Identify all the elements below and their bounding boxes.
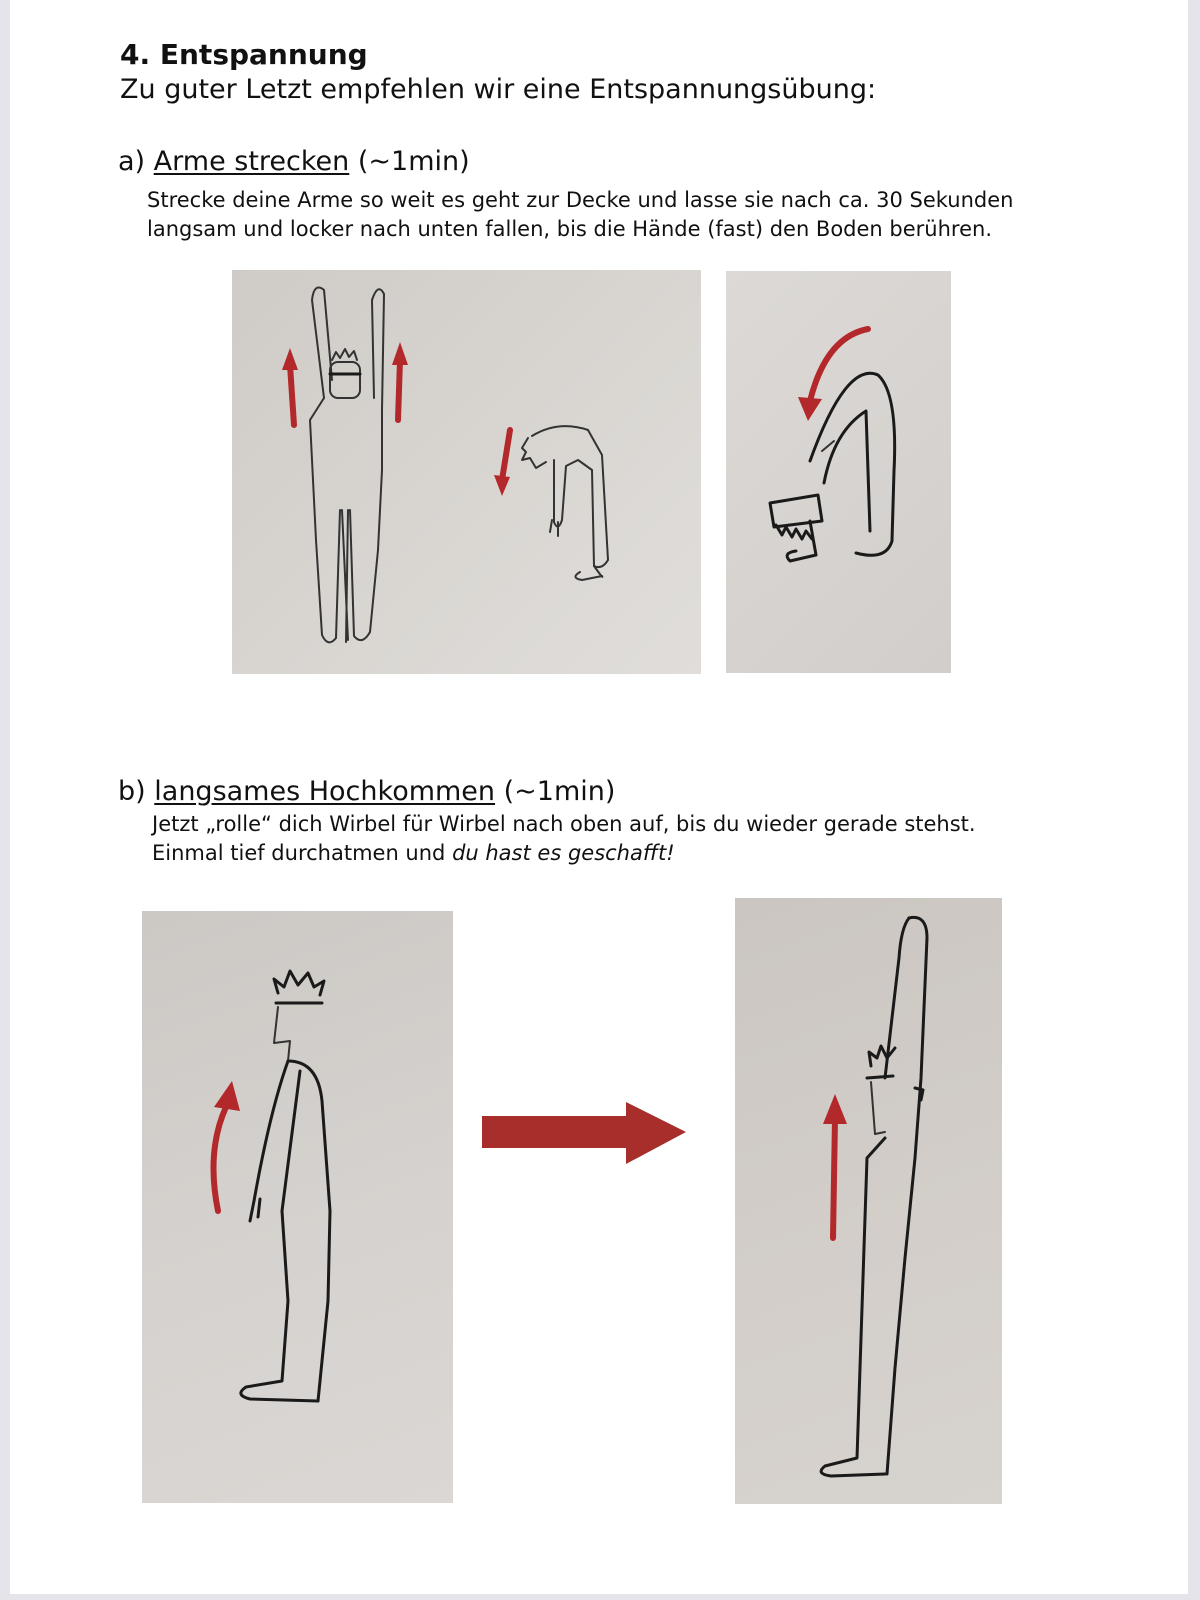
exercise-b-prefix: b) (118, 776, 155, 807)
section-intro: Zu guter Letzt empfehlen wir eine Entspannungsübung: (120, 74, 877, 105)
exercise-b-duration: (~1min) (495, 776, 616, 807)
exercise-a-description (147, 186, 1013, 244)
exercise-a-prefix: a) (118, 146, 154, 177)
exercise-a-title: Arme strecken (153, 146, 350, 177)
photo-stand-tall-sketch (735, 898, 1002, 1504)
exercise-a-heading (118, 146, 470, 177)
exercise-b-line-1: Jetzt „rolle“ dich Wirbel für Wirbel nach oben auf, bis du wieder gerade stehst. (152, 812, 976, 836)
exercise-a-line-1: Strecke deine Arme so weit es geht zur Decke und lasse sie nach ca. 30 Sekunden (147, 188, 1014, 212)
section-heading: 4. Entspannung (120, 38, 368, 71)
exercise-b-line-2-plain: Einmal tief durchatmen und (152, 841, 453, 865)
exercise-b-line-2-italic: du hast es geschafft! (452, 841, 675, 865)
exercise-a-duration: (~1min) (349, 146, 470, 177)
stick-figure-stretch-drawing (232, 270, 701, 674)
exercise-b-title: langsames Hochkommen (154, 776, 496, 807)
stick-figure-standing-drawing (735, 898, 1002, 1504)
arrow-right-icon (480, 1100, 690, 1166)
photo-arms-stretch-sketch (232, 270, 701, 674)
document-page (10, 0, 1188, 1594)
exercise-b-description (152, 810, 976, 868)
exercise-b-heading (118, 776, 615, 807)
photo-roll-up-sketch (142, 911, 453, 1503)
stick-figure-rollup-drawing (142, 911, 453, 1503)
exercise-a-line-2: langsam und locker nach unten fallen, bis die Hände (fast) den Boden berühren. (147, 217, 992, 241)
photo-forward-fold-sketch (726, 271, 951, 673)
stick-figure-fold-drawing (726, 271, 951, 673)
